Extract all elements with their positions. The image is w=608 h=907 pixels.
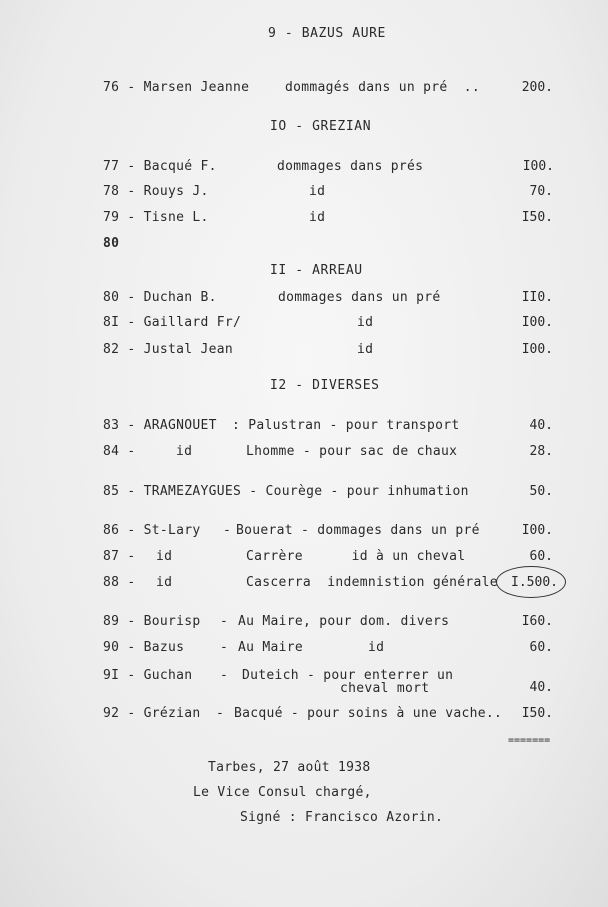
footer-signatory-title: Le Vice Consul chargé,: [193, 785, 372, 800]
row-sub: -: [216, 706, 225, 721]
section-heading: IO - GREZIAN: [270, 119, 372, 134]
row-sub: -: [220, 640, 229, 655]
row-amount: II0.: [521, 290, 553, 305]
section-heading: 9 - BAZUS AURE: [268, 26, 386, 41]
row-amount: 40.: [529, 680, 553, 695]
section-heading: II - ARREAU: [270, 263, 363, 278]
row-left: 80 - Duchan B.: [103, 290, 217, 305]
row-left: 83 - ARAGNOUET: [103, 418, 217, 433]
row-left: 84 -: [103, 444, 136, 459]
row-description: id: [309, 184, 326, 199]
row-sub: id: [156, 575, 173, 590]
row-left: 86 - St-Lary: [103, 523, 201, 538]
row-amount: 40.: [529, 418, 553, 433]
row-description: id: [309, 210, 326, 225]
row-description: Bacqué - pour soins à une vache..: [234, 706, 503, 721]
row-description: Carrère id à un cheval: [246, 549, 466, 564]
row-sub: id: [176, 444, 193, 459]
separator-line: =======: [508, 735, 551, 746]
row-amount: 70.: [529, 184, 553, 199]
row-description: id: [357, 342, 374, 357]
row-amount: I60.: [521, 614, 553, 629]
row-amount: I50.: [521, 210, 553, 225]
row-amount: I00.: [521, 315, 553, 330]
row-left: 85 - TRAMEZAYGUES - Courège - pour inhumation: [103, 484, 469, 499]
row-left: 77 - Bacqué F.: [103, 159, 217, 174]
row-left: 79 - Tisne L.: [103, 210, 209, 225]
row-left: 82 - Justal Jean: [103, 342, 234, 357]
row-amount: 28.: [529, 444, 553, 459]
row-description: dommages dans un pré: [278, 290, 441, 305]
row-description: Duteich - pour enterrer un: [242, 668, 454, 683]
circled-amount-annotation: [496, 566, 566, 598]
row-left: 9I - Guchan: [103, 668, 193, 683]
row-left: 88 -: [103, 575, 136, 590]
row-amount: 200.: [521, 80, 553, 95]
row-left: 90 - Bazus: [103, 640, 185, 655]
row-amount: 60.: [529, 640, 553, 655]
row-amount: I00.: [522, 159, 554, 174]
row-description: Lhomme - pour sac de chaux: [246, 444, 458, 459]
footer-place-date: Tarbes, 27 août 1938: [208, 760, 371, 775]
row-amount: I50.: [521, 706, 553, 721]
row-sub: id: [156, 549, 173, 564]
row-sub: -: [220, 614, 229, 629]
row-description: : Palustran - pour transport: [232, 418, 460, 433]
row-left: 76 - Marsen Jeanne: [103, 80, 250, 95]
row-description: Cascerra indemnistion générale: [246, 575, 498, 590]
row-left: 92 - Grézian: [103, 706, 201, 721]
row-description: Au Maire, pour dom. divers: [238, 614, 450, 629]
row-amount: 50.: [529, 484, 553, 499]
row-amount: I00.: [521, 523, 553, 538]
row-amount: I00.: [521, 342, 553, 357]
row-sub: -: [223, 523, 232, 538]
row-description: Au Maire id: [238, 640, 385, 655]
row-left: 80: [103, 236, 120, 251]
row-left: 8I - Gaillard Fr/: [103, 315, 242, 330]
row-description: Bouerat - dommages dans un pré: [236, 523, 480, 538]
row-left: 78 - Rouys J.: [103, 184, 209, 199]
section-heading: I2 - DIVERSES: [270, 378, 380, 393]
footer-signature: Signé : Francisco Azorin.: [240, 810, 444, 825]
row-left: 89 - Bourisp: [103, 614, 201, 629]
row-left: 87 -: [103, 549, 136, 564]
row-description-continued: cheval mort: [340, 681, 430, 696]
row-description: dommages dans prés: [277, 159, 424, 174]
row-description: id: [357, 315, 374, 330]
row-amount: 60.: [529, 549, 553, 564]
row-description: dommagés dans un pré ..: [285, 80, 481, 95]
row-amount: I.500.: [511, 575, 558, 590]
row-sub: -: [220, 668, 229, 683]
